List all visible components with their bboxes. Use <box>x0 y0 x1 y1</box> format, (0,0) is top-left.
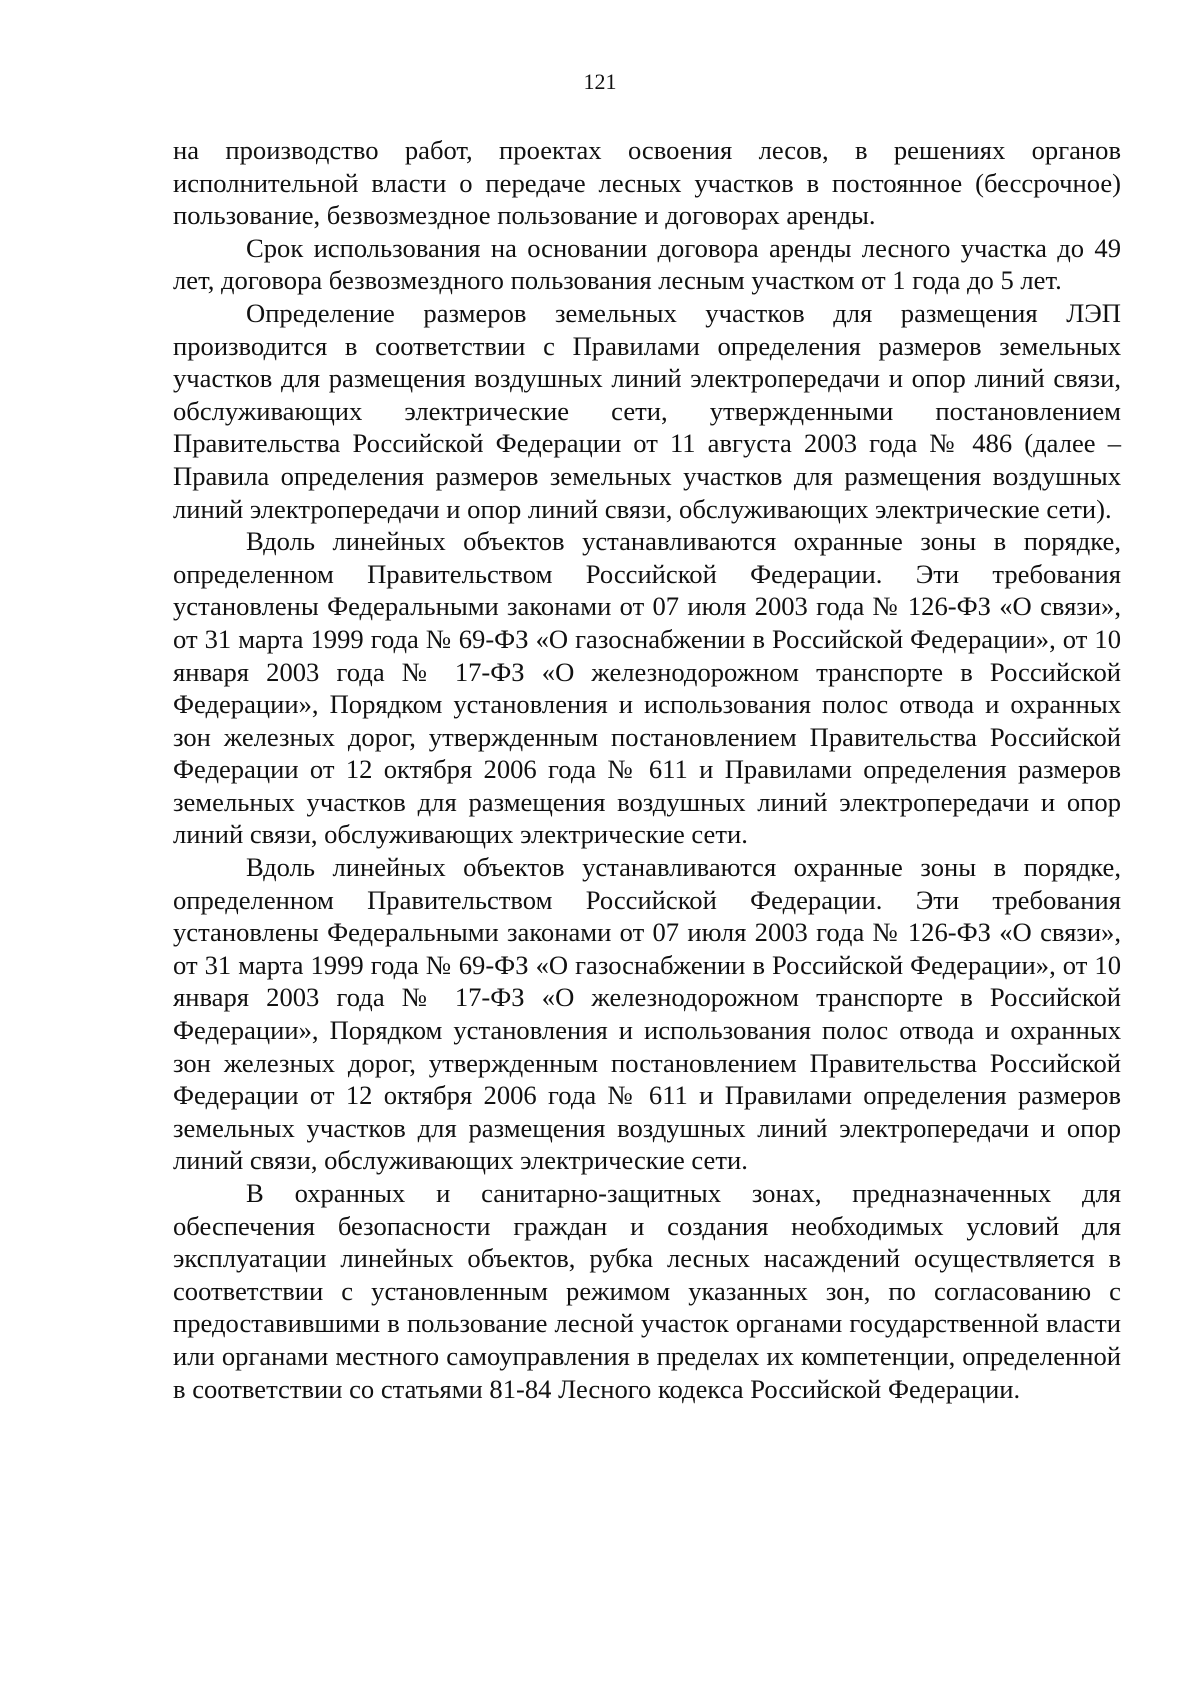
paragraph-continuation: на производство работ, проектах освоения лесов, в решениях органов исполнительной власти о передаче лесных участков в постоянное (бессрочное) пользование, безвозмездное пользование и договорах аренды. <box>173 135 1121 231</box>
paragraph-power-line-land: Определение размеров земельных участков для размещения ЛЭП производится в соответствии с Правилами определения размеров земельных участков для размещения воздушных линий электропередачи и опор линий связи, обслуживающих электрические сети, утвержденными постановлением Правительства Российской Федерации от 11 августа 2003 года № 486 (далее – Правила определения размеров земельных участков для размещения воздушных линий электропередачи и опор линий связи, обслуживающих электрические сети). <box>173 297 1121 524</box>
paragraph-protection-zones-repeat: Вдоль линейных объектов устанавливаются охранные зоны в порядке, определенном Правительством Российской Федерации. Эти требования установлены Федеральными законами от 07 июля 2003 года № 126-ФЗ «О связи», от 31 марта 1999 года № 69-ФЗ «О газоснабжении в Российской Федерации», от 10 января 2003 года № 17-ФЗ «О железнодорожном транспорте в Российской Федерации», Порядком установления и использования полос отвода и охранных зон железных дорог, утвержденным постановлением Правительства Российской Федерации от 12 октября 2006 года № 611 и Правилами определения размеров земельных участков для размещения воздушных линий электропередачи и опор линий связи, обслуживающих электрические сети. <box>173 852 1121 1176</box>
document-body <box>173 134 1121 1405</box>
page-number: 121 <box>583 69 617 94</box>
paragraph-sanitary-zones: В охранных и санитарно-защитных зонах, предназначенных для обеспечения безопасности граждан и создания необходимых условий для эксплуатации линейных объектов, рубка лесных насаждений осуществляется в соответствии с установленным режимом указанных зон, по согласованию с предоставившими в пользование лесной участок органами государственной власти или органами местного самоуправления в пределах их компетенции, определенной в соответствии со статьями 81-84 Лесного кодекса Российской Федерации. <box>173 1178 1121 1404</box>
paragraph-protection-zones: Вдоль линейных объектов устанавливаются охранные зоны в порядке, определенном Правительством Российской Федерации. Эти требования установлены Федеральными законами от 07 июля 2003 года № 126-ФЗ «О связи», от 31 марта 1999 года № 69-ФЗ «О газоснабжении в Российской Федерации», от 10 января 2003 года № 17-ФЗ «О железнодорожном транспорте в Российской Федерации», Порядком установления и использования полос отвода и охранных зон железных дорог, утвержденным постановлением Правительства Российской Федерации от 12 октября 2006 года № 611 и Правилами определения размеров земельных участков для размещения воздушных линий электропередачи и опор линий связи, обслуживающих электрические сети. <box>173 526 1121 850</box>
paragraph-lease-term: Срок использования на основании договора аренды лесного участка до 49 лет, договора безвозмездного пользования лесным участком от 1 года до 5 лет. <box>173 232 1121 296</box>
